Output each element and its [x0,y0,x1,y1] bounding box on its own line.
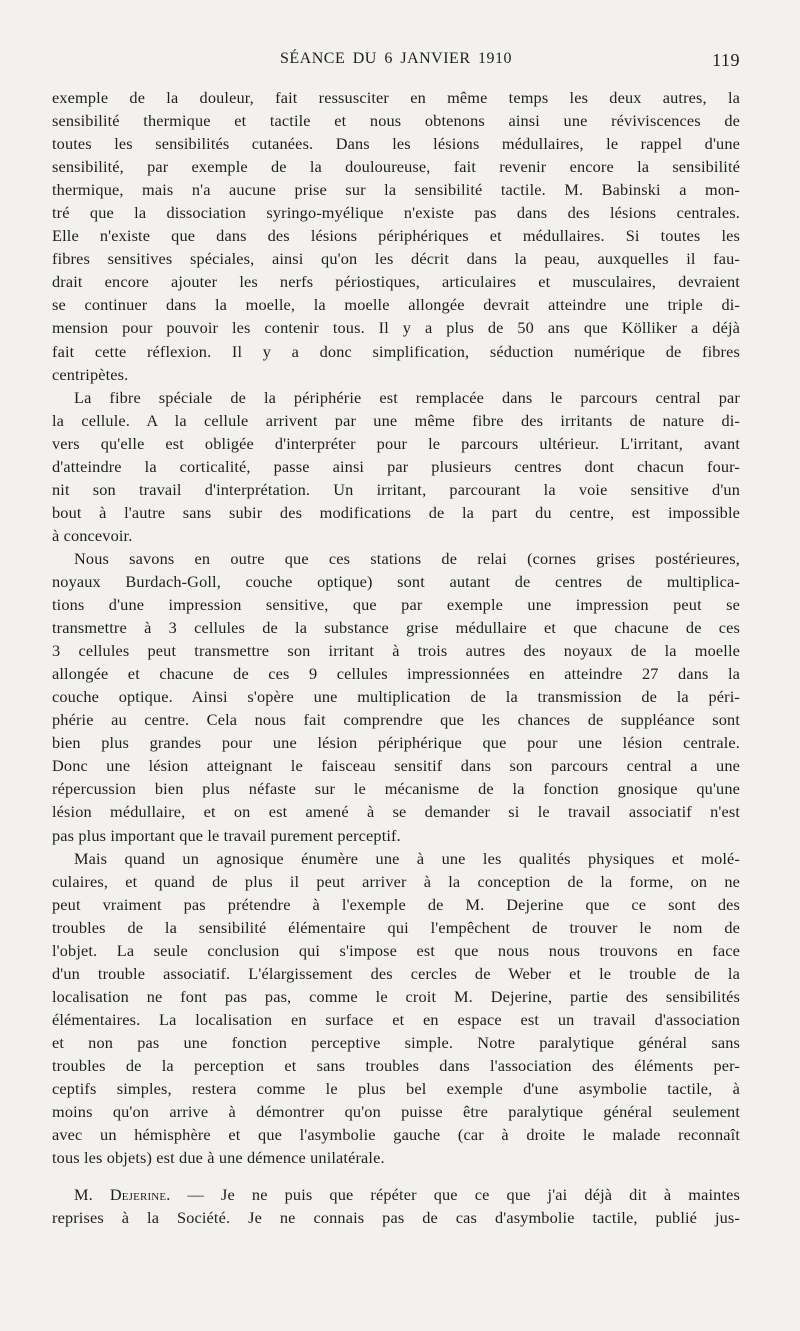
text-line: reprises à la Société. Je ne connais pas de cas d'asymbolie tactile, publié jus- [52,1208,740,1228]
text-line: fait cette réflexion. Il y a donc simplification, séduction numérique de fibres [52,341,740,361]
text-line: se continuer dans la moelle, la moelle allongée devrait atteindre une triple di- [52,295,740,315]
text-line: troubles de la perception et sans troubles dans l'association des éléments per- [52,1055,740,1075]
text-line: toutes les sensibilités cutanées. Dans les lésions médullaires, le rappel d'une [52,134,740,154]
text-line: fibres sensitives spéciales, ainsi qu'on les décrit dans la peau, auxquelles il fau- [52,249,740,269]
text-line: transmettre à 3 cellules de la substance grise médullaire et que chacune de ces [52,618,740,638]
text-line: l'objet. La seule conclusion qui s'impose est que nous nous trouvons en face [52,940,740,960]
text-line: couche optique. Ainsi s'opère une multiplication de la transmission de la péri- [52,687,740,707]
text-line: mension pour pouvoir les contenir tous. Il y a plus de 50 ans que Kölliker a déjà [52,318,740,338]
text-line: drait encore ajouter les nerfs périostiques, articulaires et musculaires, devraient [52,272,740,292]
text-line: avec un hémisphère et que l'asymbolie gauche (car à droite le malade reconnaît [52,1125,740,1145]
text-line: et non pas une fonction perceptive simple. Notre paralytique général sans [52,1032,740,1052]
text-line [52,1183,740,1206]
paragraph [52,547,740,847]
text-line: Mais quand un agnosique énumère une à une les qualités physiques et molé- [74,848,740,868]
text-line: nit son travail d'interprétation. Un irritant, parcourant la voie sensitive d'un [52,479,740,499]
text-line: tré que la dissociation syringo-myélique n'existe pas dans des lésions centrales. [52,203,740,223]
text-line: tions d'une impression sensitive, que par exemple une impression peut se [52,595,740,615]
text-line: culaires, et quand de plus il peut arriver à la conception de la forme, on ne [52,871,740,891]
paragraph [52,847,740,1170]
page-number: 119 [712,50,740,70]
text-line: Elle n'existe que dans des lésions périphériques et médullaires. Si toutes les [52,226,740,246]
text-line: élémentaires. La localisation en surface et en espace est un travail d'association [52,1009,740,1029]
paragraph [52,386,740,547]
text-line: thermique, mais n'a aucune prise sur la sensibilité tactile. M. Babinski a mon- [52,180,740,200]
text-line: à concevoir. [52,525,133,545]
text-line: ceptifs simples, restera comme le plus bel exemple d'une asymbolie tactile, à [52,1079,740,1099]
text-line: centripètes. [52,364,129,384]
text-line: allongée et chacune de ces 9 cellules impressionnées en atteindre 27 dans la [52,664,740,684]
text-line: d'atteindre la corticalité, passe ainsi par plusieurs centres dont chacun four- [52,456,740,476]
body-text [52,86,740,1229]
text-line: Donc une lésion atteignant le faisceau sensitif dans son parcours central a une [52,756,740,776]
text-line: bout à l'autre sans subir des modifications de la part du centre, est impossible [52,502,740,522]
text-line: sensibilité, par exemple de la douloureuse, fait revenir encore la sensibilité [52,157,740,177]
text-line: bien plus grandes pour une lésion périphérique que pour une lésion centrale. [52,733,740,753]
reply-paragraph [52,1183,740,1229]
text-line: répercussion bien plus néfaste sur le mécanisme de la fonction gnosique qu'une [52,779,740,799]
page-header [52,50,740,74]
text-line: pas plus important que le travail purement perceptif. [52,825,401,845]
text-line: peut vraiment pas prétendre à l'exemple de M. Dejerine que ce sont des [52,894,740,914]
reply-text: — Je ne puis que répéter que ce que j'ai déjà dit à maintes [170,1185,740,1205]
text-line: La fibre spéciale de la périphérie est remplacée dans le parcours central par [74,387,740,407]
running-title: SÉANCE DU 6 JANVIER 1910 [280,50,512,67]
text-line: Nous savons en outre que ces stations de relai (cornes grises postérieures, [74,548,740,568]
text-line: exemple de la douleur, fait ressusciter en même temps les deux autres, la [52,88,740,107]
text-line: la cellule. A la cellule arrivent par une même fibre des irritants de nature di- [52,410,740,430]
speaker-name: M. Dejerine. [74,1185,171,1205]
text-line: localisation ne font pas pas, comme le croit M. Dejerine, partie des sensibilités [52,986,740,1006]
text-line: phérie au centre. Cela nous fait comprendre que les chances de suppléance sont [52,710,740,730]
section-gap [52,1169,740,1183]
text-line: vers qu'elle est obligée d'interpréter pour le parcours ultérieur. L'irritant, avant [52,433,740,453]
text-line: tous les objets) est due à une démence unilatérale. [52,1148,385,1168]
paragraph [52,86,740,386]
text-line: lésion médullaire, et on est amené à se demander si le travail associatif n'est [52,802,740,822]
text-line: sensibilité thermique et tactile et nous obtenons ainsi une réviviscences de [52,111,740,131]
text-line: 3 cellules peut transmettre son irritant à trois autres des noyaux de la moelle [52,641,740,661]
text-line: troubles de la sensibilité élémentaire qui l'empêchent de trouver le nom de [52,917,740,937]
text-line: moins qu'on arrive à démontrer qu'on puisse être paralytique général seulement [52,1102,740,1122]
text-line: noyaux Burdach-Goll, couche optique) sont autant de centres de multiplica- [52,571,740,591]
text-line: d'un trouble associatif. L'élargissement des cercles de Weber et le trouble de la [52,963,740,983]
